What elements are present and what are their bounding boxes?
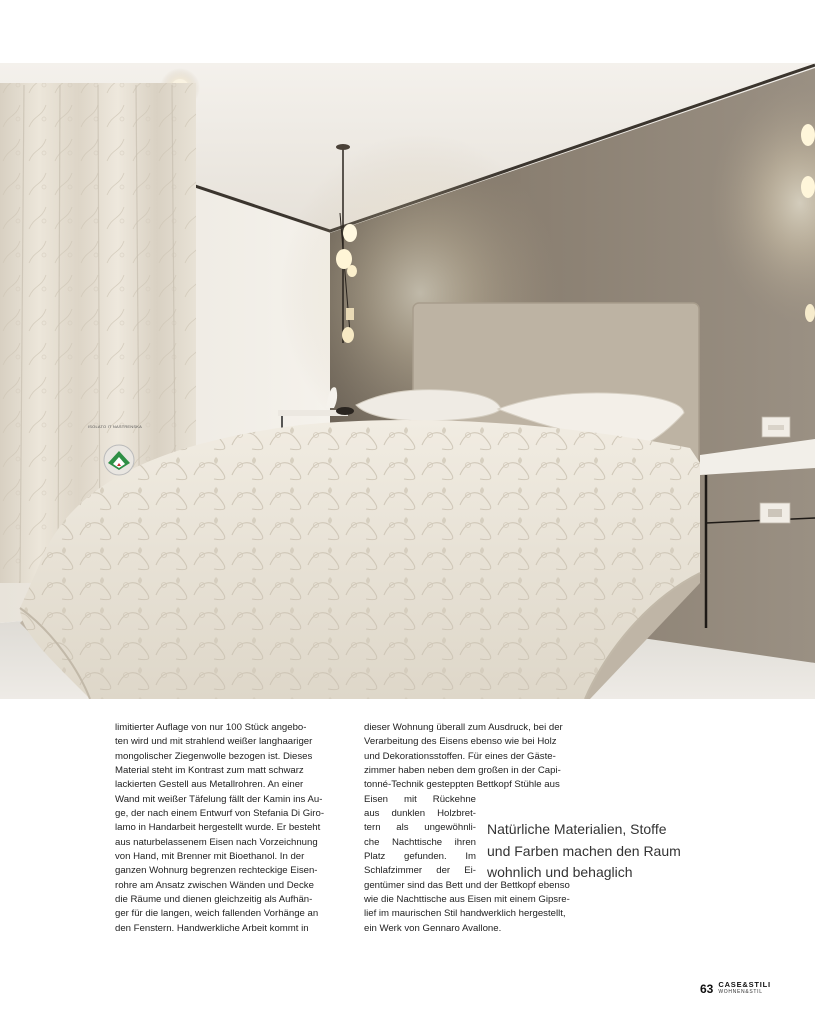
text-line: tonné-Technik gesteppten Bettkopf Stühle aus <box>364 779 560 791</box>
logo-badge <box>104 445 134 475</box>
pull-quote-line: und Farben machen den Raum <box>487 842 681 859</box>
text-line: Wand mit weißer Täfelung fällt der Kamin ins Au- <box>115 793 323 805</box>
page-number: 63 <box>700 982 714 996</box>
text-line: lamo in Handarbeit hergestellt wurde. Er besteht <box>115 822 321 834</box>
text-line: ger für die langen, weich fallenden Vorhänge an <box>115 908 319 920</box>
text-line: wie die Nachttische aus Eisen mit einem Gipsre- <box>364 894 570 906</box>
text-line: ein Werk von Gennaro Avallone. <box>364 922 502 934</box>
text-line: den Fenstern. Handwerkliche Arbeit kommt in <box>115 922 309 934</box>
text-line: rohre am Ansatz zwischen Wänden und Decke <box>115 879 314 891</box>
left-paragraph <box>115 721 347 936</box>
magazine-brand-subtitle: WOHNEN&STIL <box>718 989 763 995</box>
text-line: ten wird und mit strahlend weißer langhaariger <box>115 736 313 748</box>
article-left-column <box>115 721 347 936</box>
text-line: zimmer haben neben dem großen in der Capi- <box>364 765 561 777</box>
logo-caption: ISOLATO IT NASTRENSKA <box>88 424 142 429</box>
pull-quote <box>487 819 747 884</box>
text-line: die Räume und dienen gleichzeitig als Aufhän- <box>115 894 313 906</box>
text-line: limitierter Auflage von nur 100 Stück angebo- <box>115 722 307 733</box>
text-line-narrow: Platz gefunden. Im <box>364 851 476 863</box>
text-line: aus naturbelassenem Eisen nach Vorzeichnung <box>115 836 318 848</box>
text-line: ganzen Wohnurg begrenzen rechteckige Eisen- <box>115 865 318 877</box>
text-line: mongolischer Ziegenwolle bezogen ist. Dieses <box>115 750 313 762</box>
text-line-narrow: tern als ungewöhnli- <box>364 822 476 834</box>
magazine-brand-name: CASE&STILI <box>718 980 771 989</box>
text-line: lackierten Gestell aus Metallrohren. An einer <box>115 779 304 791</box>
text-line: von Hand, mit Brenner mit Bioethanol. In der <box>115 851 305 863</box>
magazine-brand <box>718 982 771 995</box>
text-line: ge, der nach einem Entwurf von Stefania Di Giro- <box>115 808 325 820</box>
text-line-narrow: che Nachttische ihren <box>364 836 476 848</box>
text-line-narrow: Eisen mit Rückehne <box>364 793 476 805</box>
text-line: Verarbeitung des Eisens ebenso wie bei Holz <box>364 736 557 748</box>
text-line: gentümer sind das Bett und der Bettkopf ebenso <box>364 879 570 891</box>
text-line-narrow: Schlafzimmer der Ei- <box>364 865 476 877</box>
page-footer <box>700 982 771 1002</box>
bedroom-photo <box>0 63 815 699</box>
pull-quote-line: Natürliche Materialien, Stoffe <box>487 821 667 837</box>
text-line: Material steht im Kontrast zum matt schwarz <box>115 765 304 777</box>
text-line: dieser Wohnung überall zum Ausdruck, bei der <box>364 722 563 733</box>
text-line-narrow: aus dunklen Holzbret- <box>364 808 476 820</box>
text-line: und Dekorationsstoffen. Für eines der Gäste- <box>364 750 556 762</box>
text-line: lief im maurischen Stil handwerklich hergestellt, <box>364 908 566 920</box>
pull-quote-line: wohnlich und behaglich <box>487 864 633 880</box>
